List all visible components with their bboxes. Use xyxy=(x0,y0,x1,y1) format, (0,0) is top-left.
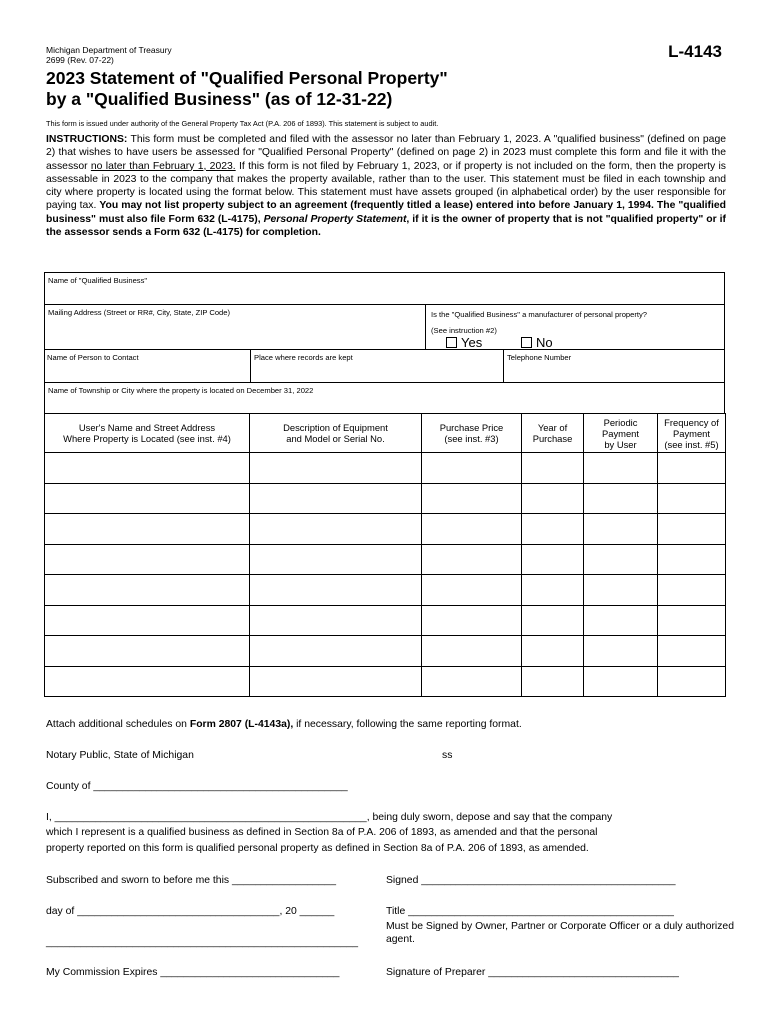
table-cell[interactable] xyxy=(422,636,522,667)
preparer-signature-line[interactable]: Signature of Preparer _________________________________ xyxy=(386,967,679,978)
col-description: Description of Equipment and Model or Serial No. xyxy=(250,414,422,453)
telephone-field[interactable] xyxy=(504,349,725,383)
table-cell[interactable] xyxy=(45,514,250,545)
notary-state: Notary Public, State of Michigan xyxy=(46,750,194,761)
table-cell[interactable] xyxy=(584,544,658,575)
contact-name-label: Name of Person to Contact xyxy=(47,353,139,362)
table-cell[interactable] xyxy=(250,575,422,606)
table-row xyxy=(45,605,726,636)
title-line[interactable]: Title ______________________________________________ xyxy=(386,906,674,917)
col-user-address: User's Name and Street Address Where Property is Located (see inst. #4) xyxy=(45,414,250,453)
manufacturer-divider xyxy=(425,304,426,350)
table-cell[interactable] xyxy=(522,666,584,697)
instructions-paragraph xyxy=(46,133,726,239)
signed-line[interactable]: Signed ____________________________________________ xyxy=(386,875,676,886)
title-line-1: 2023 Statement of "Qualified Personal Property" xyxy=(46,68,448,88)
instructions-deadline: no later than February 1, 2023. xyxy=(90,160,236,172)
oath-line-1[interactable]: I, ______________________________________________________, being duly sworn, depose and say that the company xyxy=(46,812,613,823)
manufacturer-yes-option[interactable] xyxy=(446,335,482,350)
table-cell[interactable] xyxy=(422,605,522,636)
table-row xyxy=(45,666,726,697)
table-cell[interactable] xyxy=(522,483,584,514)
table-header-row xyxy=(45,414,726,453)
table-cell[interactable] xyxy=(584,636,658,667)
township-field[interactable] xyxy=(44,382,725,414)
table-cell[interactable] xyxy=(45,605,250,636)
header-department-block xyxy=(46,45,172,65)
table-row xyxy=(45,483,726,514)
records-place-field[interactable] xyxy=(251,349,503,383)
business-name-label: Name of "Qualified Business" xyxy=(48,276,148,285)
table-cell[interactable] xyxy=(584,514,658,545)
notary-ss: ss xyxy=(442,750,453,761)
county-line[interactable]: County of ____________________________________________ xyxy=(46,781,348,792)
no-checkbox[interactable] xyxy=(521,337,532,348)
table-cell[interactable] xyxy=(422,514,522,545)
instructions-label: INSTRUCTIONS: xyxy=(46,134,128,145)
commission-expires-line[interactable]: My Commission Expires _______________________________ xyxy=(46,967,340,978)
table-cell[interactable] xyxy=(522,636,584,667)
col-purchase-price: Purchase Price (see inst. #3) xyxy=(422,414,522,453)
attach-form-ref: Form 2807 (L-4143a), xyxy=(189,719,294,730)
yes-checkbox[interactable] xyxy=(446,337,457,348)
col-frequency: Frequency of Payment (see inst. #5) xyxy=(658,414,726,453)
table-cell[interactable] xyxy=(45,666,250,697)
instructions-form-name: Personal Property Statement xyxy=(263,213,407,225)
signature-requirement: Must be Signed by Owner, Partner or Corporate Officer or a duly authorized agent. xyxy=(386,921,734,945)
oath-line-3: property reported on this form is qualified personal property as defined in Section 8a of P.A. 206 of 1893, as amended. xyxy=(46,843,589,854)
table-cell[interactable] xyxy=(584,605,658,636)
table-cell[interactable] xyxy=(422,544,522,575)
table-cell[interactable] xyxy=(658,483,726,514)
page-title xyxy=(46,68,606,110)
table-cell[interactable] xyxy=(584,453,658,484)
manufacturer-instruction-ref: (See instruction #2) xyxy=(431,326,497,335)
col-year-purchase: Year of Purchase xyxy=(522,414,584,453)
table-cell[interactable] xyxy=(250,636,422,667)
table-row xyxy=(45,636,726,667)
manufacturer-question: Is the "Qualified Business" a manufacturer of personal property? xyxy=(431,310,648,319)
instructions-text-2: If this form is not filed by February 1, 2023, or if property is not included on the form, then the property is assessable in 2023 to the company that makes the property available, rather than to the user. This statement must be filed in each township and city where property is located using the format below. This statement must have assets grouped (in alphabetical order) by the user responsible for paying tax. xyxy=(46,160,726,212)
table-cell[interactable] xyxy=(45,483,250,514)
title-line-2: by a "Qualified Business" (as of 12-31-22) xyxy=(46,89,393,109)
subscribed-line[interactable]: Subscribed and sworn to before me this __________________ xyxy=(46,875,336,886)
yes-label: Yes xyxy=(461,335,483,350)
table-cell[interactable] xyxy=(422,666,522,697)
table-cell[interactable] xyxy=(658,453,726,484)
table-cell[interactable] xyxy=(522,544,584,575)
table-cell[interactable] xyxy=(250,453,422,484)
authority-note: This form is issued under authority of the General Property Tax Act (P.A. 206 of 1893). This statement is subject to audit. xyxy=(46,119,439,128)
table-cell[interactable] xyxy=(250,605,422,636)
table-cell[interactable] xyxy=(584,575,658,606)
table-row xyxy=(45,453,726,484)
oath-line-2: which I represent is a qualified business as defined in Section 8a of P.A. 206 of 1893, as amended and that the personal xyxy=(46,827,598,838)
records-place-label: Place where records are kept xyxy=(254,353,353,362)
table-cell[interactable] xyxy=(422,483,522,514)
table-cell[interactable] xyxy=(658,544,726,575)
table-cell[interactable] xyxy=(522,453,584,484)
attach-note: Attach additional schedules on Form 2807 (L-4143a), if necessary, following the same reporting format. xyxy=(46,719,522,730)
table-cell[interactable] xyxy=(584,483,658,514)
table-cell[interactable] xyxy=(522,575,584,606)
table-cell[interactable] xyxy=(658,666,726,697)
no-label: No xyxy=(536,335,553,350)
department-name: Michigan Department of Treasury xyxy=(46,45,172,55)
business-name-field[interactable] xyxy=(44,272,725,305)
table-cell[interactable] xyxy=(45,453,250,484)
table-cell[interactable] xyxy=(422,575,522,606)
contact-name-field[interactable] xyxy=(44,349,250,383)
table-cell[interactable] xyxy=(658,636,726,667)
form-number: L-4143 xyxy=(668,42,722,61)
telephone-label: Telephone Number xyxy=(507,353,572,362)
instructions-bold-2: , if it is the owner of property that is not "qualified property" or if the assessor sends a Form 632 (L-4175) for completion. xyxy=(46,213,726,239)
mailing-address-label: Mailing Address (Street or RR#, City, State, ZIP Code) xyxy=(48,308,231,317)
table-cell[interactable] xyxy=(45,544,250,575)
table-cell[interactable] xyxy=(522,605,584,636)
property-table xyxy=(44,413,726,697)
township-label: Name of Township or City where the property is located on December 31, 2022 xyxy=(48,386,314,395)
table-cell[interactable] xyxy=(658,605,726,636)
table-cell[interactable] xyxy=(522,514,584,545)
col-periodic-payment: Periodic Payment by User xyxy=(584,414,658,453)
table-cell[interactable] xyxy=(250,514,422,545)
form-revision: 2699 (Rev. 07-22) xyxy=(46,55,114,65)
notary-blank-line[interactable]: ______________________________________________________ xyxy=(46,937,359,948)
table-cell[interactable] xyxy=(45,575,250,606)
table-row xyxy=(45,544,726,575)
table-cell[interactable] xyxy=(250,666,422,697)
day-of-line[interactable]: day of ___________________________________, 20 ______ xyxy=(46,906,335,917)
table-cell[interactable] xyxy=(422,453,522,484)
table-cell[interactable] xyxy=(584,666,658,697)
table-row xyxy=(45,514,726,545)
table-cell[interactable] xyxy=(250,483,422,514)
table-cell[interactable] xyxy=(658,514,726,545)
table-row xyxy=(45,575,726,606)
table-cell[interactable] xyxy=(250,544,422,575)
manufacturer-no-option[interactable] xyxy=(521,335,553,350)
table-cell[interactable] xyxy=(45,636,250,667)
table-cell[interactable] xyxy=(658,575,726,606)
instructions-text-1: This form must be completed and filed with the assessor no later than February 1, 2023. A "qualified business" (defined on page 2) that wishes to have users be assessed for "Qualified Personal Property" (defined on page 2) in 2023 must complete this form and file it with the assessor xyxy=(46,134,726,172)
instructions-bold-1: You may not list property subject to an agreement (frequently titled a lease) entered into before January 1, 1994. The "qualified business" must also file Form 632 (L-4175), xyxy=(46,200,726,225)
